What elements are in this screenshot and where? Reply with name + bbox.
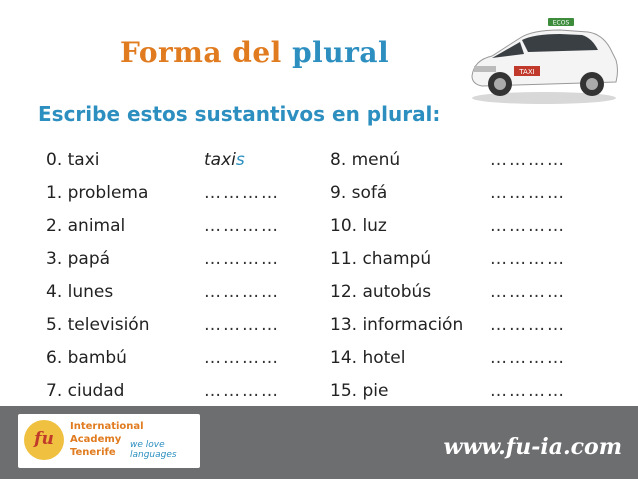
- answer-blank[interactable]: …………: [204, 249, 280, 269]
- logo-text-line: International: [70, 421, 144, 432]
- exercise-item: 12. autobús: [330, 282, 432, 302]
- exercise-item: 3. papá: [46, 249, 111, 269]
- logo-tagline: [130, 440, 177, 460]
- exercise-item: 7. ciudad: [46, 381, 125, 401]
- exercise-item: 1. problema: [46, 183, 149, 203]
- example-answer-suffix: s: [235, 150, 245, 170]
- fu-logo-mark-icon: fu: [24, 420, 64, 460]
- exercise-item: 10. luz: [330, 216, 387, 236]
- exercise-item: 13. información: [330, 315, 464, 335]
- page-title: [120, 36, 389, 69]
- answer-blank[interactable]: …………: [204, 381, 280, 401]
- title-word-forma: Forma del: [120, 36, 282, 69]
- car-door-sign: TAXI: [519, 68, 535, 76]
- answer-blank[interactable]: …………: [490, 249, 566, 269]
- logo-tagline-line: languages: [130, 450, 177, 460]
- title-word-plural: plural: [292, 36, 390, 69]
- answer-blank[interactable]: …………: [204, 315, 280, 335]
- exercise-item: 2. animal: [46, 216, 126, 236]
- logo-tagline-line: we love: [130, 440, 165, 450]
- answer-blank[interactable]: …………: [490, 381, 566, 401]
- answer-blank[interactable]: …………: [490, 150, 566, 170]
- fu-ia-logo[interactable]: [18, 414, 200, 468]
- example-answer: [204, 148, 330, 181]
- exercise-item: 0. taxi: [46, 150, 100, 170]
- exercise-grid: [46, 148, 600, 412]
- answer-blank[interactable]: …………: [204, 282, 280, 302]
- exercise-item: 11. champú: [330, 249, 432, 269]
- website-link[interactable]: www.fu-ia.com: [443, 434, 622, 460]
- exercise-item: 5. televisión: [46, 315, 150, 335]
- exercise-item: 9. sofá: [330, 183, 388, 203]
- taxi-car-image: [462, 8, 622, 108]
- exercise-item: 4. lunes: [46, 282, 114, 302]
- example-answer-base: taxi: [204, 150, 236, 170]
- answer-blank[interactable]: …………: [490, 183, 566, 203]
- exercise-item: 8. menú: [330, 150, 401, 170]
- logo-text-line: Tenerife: [70, 447, 116, 458]
- instruction-text: Escribe estos sustantivos en plural:: [38, 102, 441, 126]
- car-roof-sign: ECOS: [552, 19, 570, 27]
- exercise-item: 15. pie: [330, 381, 389, 401]
- answer-blank[interactable]: …………: [490, 282, 566, 302]
- answer-blank[interactable]: …………: [490, 348, 566, 368]
- footer-bar: [0, 406, 638, 479]
- exercise-item: 6. bambú: [46, 348, 127, 368]
- answer-blank[interactable]: …………: [204, 348, 280, 368]
- answer-blank[interactable]: …………: [490, 216, 566, 236]
- answer-blank[interactable]: …………: [204, 183, 280, 203]
- answer-blank[interactable]: …………: [490, 315, 566, 335]
- answer-blank[interactable]: …………: [204, 216, 280, 236]
- logo-text-line: Academy: [70, 434, 122, 445]
- exercise-item: 14. hotel: [330, 348, 406, 368]
